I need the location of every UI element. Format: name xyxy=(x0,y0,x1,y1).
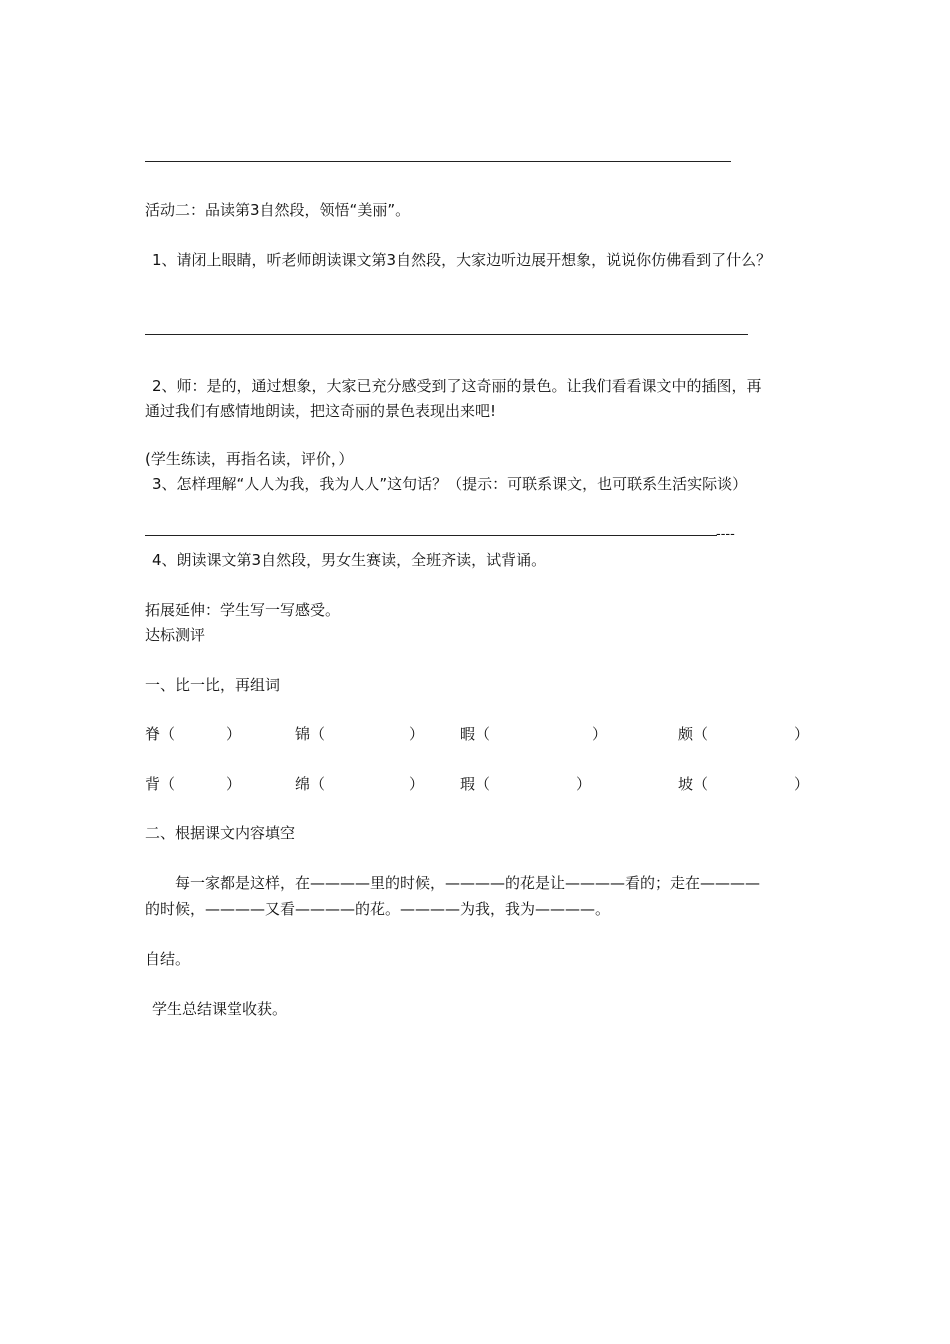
open-paren: （ xyxy=(310,725,326,743)
open-paren: （ xyxy=(693,725,709,743)
answer-line-q1 xyxy=(145,334,748,335)
answer-line-q3 xyxy=(145,535,717,536)
word-char: 瑕 xyxy=(460,775,476,793)
assessment-title: 达标测评 xyxy=(145,626,206,644)
word-char: 颇 xyxy=(678,725,694,743)
question-2-line-1: 2、师：是的，通过想象，大家已充分感受到了这奇丽的景色。让我们看看课文中的插图，再 xyxy=(152,377,762,395)
close-paren: ） xyxy=(592,725,608,743)
close-paren: ） xyxy=(794,775,810,793)
part-1-title: 一、比一比，再组词 xyxy=(145,676,281,694)
question-3: 3、怎样理解“人人为我，我为人人”这句话？（提示：可联系课文，也可联系生活实际谈） xyxy=(152,475,748,493)
word-char: 脊 xyxy=(145,725,161,743)
close-paren: ） xyxy=(576,775,592,793)
word-char: 背 xyxy=(145,775,161,793)
student-note: (学生练读，再指名读，评价，） xyxy=(145,450,354,468)
open-paren: （ xyxy=(160,725,176,743)
word-char: 绵 xyxy=(295,775,311,793)
word-char: 坡 xyxy=(678,775,694,793)
open-paren: （ xyxy=(310,775,326,793)
answer-line-top xyxy=(145,161,731,162)
word-char: 锦 xyxy=(295,725,311,743)
open-paren: （ xyxy=(160,775,176,793)
word-char: 暇 xyxy=(460,725,476,743)
open-paren: （ xyxy=(693,775,709,793)
question-2-line-2: 通过我们有感情地朗读，把这奇丽的景色表现出来吧! xyxy=(145,402,497,420)
fill-blank-line-1: 每一家都是这样，在————里的时候，————的花是让————看的；走在———— xyxy=(175,874,761,892)
summary-title: 自结。 xyxy=(145,950,191,968)
activity-title: 活动二：品读第3自然段，领悟“美丽”。 xyxy=(145,201,411,219)
question-1: 1、请闭上眼睛，听老师朗读课文第3自然段，大家边听边展开想象，说说你仿佛看到了什么？ xyxy=(152,251,772,269)
open-paren: （ xyxy=(475,775,491,793)
question-4: 4、朗读课文第3自然段，男女生赛读，全班齐读，试背诵。 xyxy=(152,551,547,569)
answer-line-q3-dashes: ---- xyxy=(716,527,735,542)
close-paren: ） xyxy=(409,775,425,793)
extension-task: 拓展延伸：学生写一写感受。 xyxy=(145,601,341,619)
close-paren: ） xyxy=(409,725,425,743)
close-paren: ） xyxy=(226,725,242,743)
summary-text: 学生总结课堂收获。 xyxy=(152,1000,288,1018)
fill-blank-line-2: 的时候，————又看————的花。————为我，我为————。 xyxy=(145,900,611,918)
open-paren: （ xyxy=(475,725,491,743)
close-paren: ） xyxy=(794,725,810,743)
close-paren: ） xyxy=(226,775,242,793)
part-2-title: 二、根据课文内容填空 xyxy=(145,824,296,842)
